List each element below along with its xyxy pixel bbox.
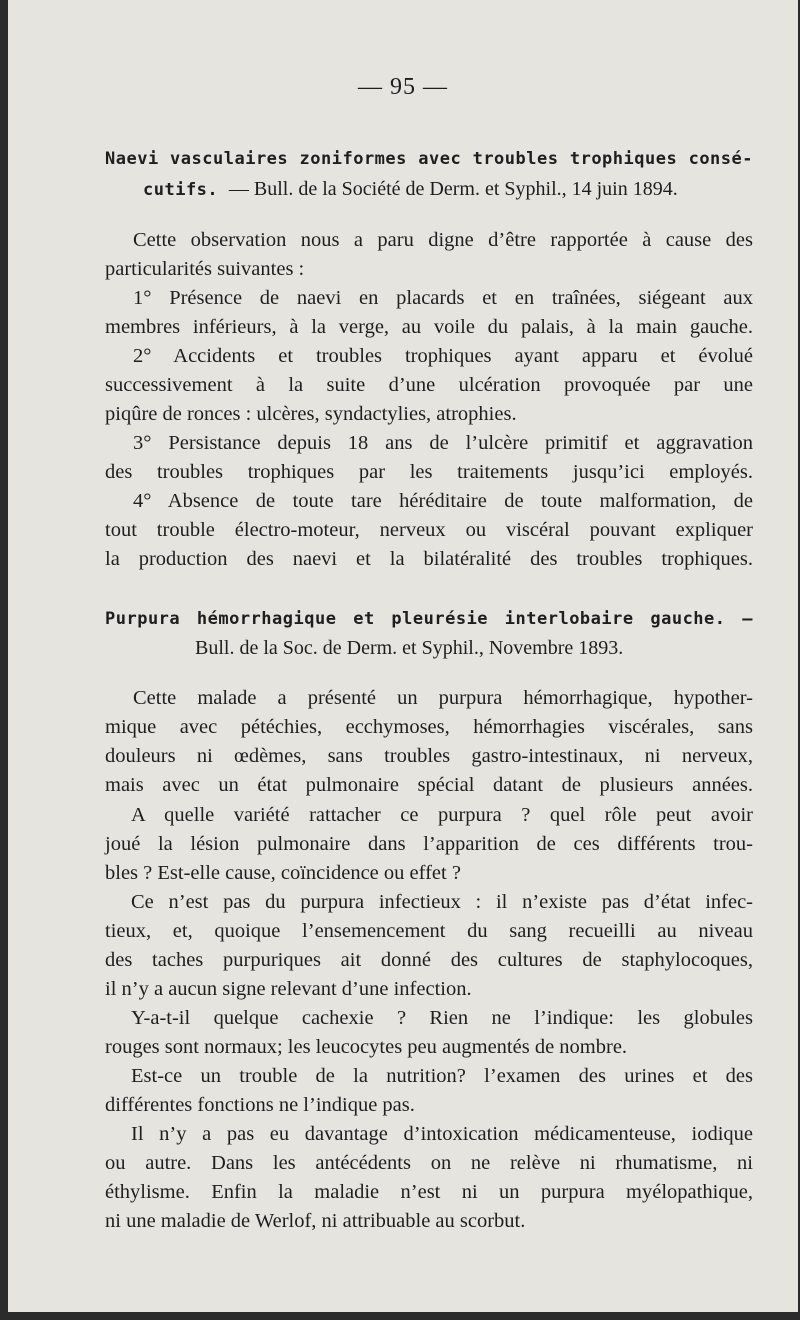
section-2-line: douleurs ni œdèmes, sans troubles gastro-intestinaux, ni nerveux, <box>105 745 753 767</box>
section-1-line: successivement à la suite d’une ulcération provoquée par une <box>105 374 753 396</box>
section-2-line: Cette malade a présenté un purpura hémorrhagique, hypother- <box>133 687 753 709</box>
section-2-line: mique avec pétéchies, ecchymoses, hémorrhagies viscérales, sans <box>105 716 753 738</box>
section-1-line: piqûre de ronces : ulcères, syndactylies, atrophies. <box>105 403 517 425</box>
section-2-line: rouges sont normaux; les leucocytes peu augmentés de nombre. <box>105 1036 628 1058</box>
section-1-line: Cette observation nous a paru digne d’être rapportée à cause des <box>133 229 753 251</box>
section-1-line: 2° Accidents et troubles trophiques ayant apparu et évolué <box>133 345 753 367</box>
section-2-line: bles ? Est-elle cause, coïncidence ou effet ? <box>105 862 461 884</box>
section-1-line: 1° Présence de naevi en placards et en traînées, siégeant aux <box>133 287 753 309</box>
section-2-line: A quelle variété rattacher ce purpura ? quel rôle peut avoir <box>131 804 753 826</box>
section-1-line: des troubles trophiques par les traitements jusqu’ici employés. <box>105 461 753 483</box>
section-2-line: ni une maladie de Werlof, ni attribuable au scorbut. <box>105 1210 526 1232</box>
section-2-line: différentes fonctions ne l’indique pas. <box>105 1094 415 1116</box>
book-page <box>8 0 798 1312</box>
section-1-title-bold: cutifs. <box>143 180 219 200</box>
section-2-line: il n’y a aucun signe relevant d’une infection. <box>105 978 472 1000</box>
section-2-line: Y-a-t-il quelque cachexie ? Rien ne l’indique: les globules <box>131 1007 753 1029</box>
section-1-line: 3° Persistance depuis 18 ans de l’ulcère primitif et aggravation <box>133 432 753 454</box>
section-2-line: Est-ce un trouble de la nutrition? l’examen des urines et des <box>131 1065 753 1087</box>
section-1-title-line-2 <box>105 175 753 205</box>
section-1-line: la production des naevi et la bilatéralité des troubles trophiques. <box>105 548 753 570</box>
section-2-line: mais avec un état pulmonaire spécial datant de plusieurs années. <box>105 774 753 796</box>
section-1-line: 4° Absence de toute tare héréditaire de toute malformation, de <box>133 490 753 512</box>
section-1-reference: — Bull. de la Société de Derm. et Syphil., 14 juin 1894. <box>228 178 678 200</box>
section-2-line: des taches purpuriques ait donné des cultures de staphylocoques, <box>105 949 753 971</box>
section-2-line: ou autre. Dans les antécédents on ne relève ni rhumatisme, ni <box>105 1152 753 1174</box>
section-2-reference: Bull. de la Soc. de Derm. et Syphil., Novembre 1893. <box>195 637 624 659</box>
section-2-line: Il n’y a pas eu davantage d’intoxication médicamenteuse, iodique <box>131 1123 753 1145</box>
section-1-line: particularités suivantes : <box>105 258 305 280</box>
section-2-line: éthylisme. Enfin la maladie n’est ni un purpura myélopathique, <box>105 1181 753 1203</box>
section-1-line: tout trouble électro-moteur, nerveux ou viscéral pouvant expliquer <box>105 519 753 541</box>
section-1-line: membres inférieurs, à la verge, au voile du palais, à la main gauche. <box>105 316 753 338</box>
section-2-line: Ce n’est pas du purpura infectieux : il n’existe pas d’état infec- <box>131 891 753 913</box>
section-2-title-line-1: Purpura hémorrhagique et pleurésie interlobaire gauche. — <box>105 609 753 629</box>
section-2-line: tieux, et, quoique l’ensemencement du sang recueilli au niveau <box>105 920 753 942</box>
page-number: — 95 — <box>358 74 448 100</box>
section-1-title-line-1: Naevi vasculaires zoniformes avec troubles trophiques consé- <box>105 149 753 169</box>
section-2-line: joué la lésion pulmonaire dans l’apparition de ces différents trou- <box>105 833 753 855</box>
